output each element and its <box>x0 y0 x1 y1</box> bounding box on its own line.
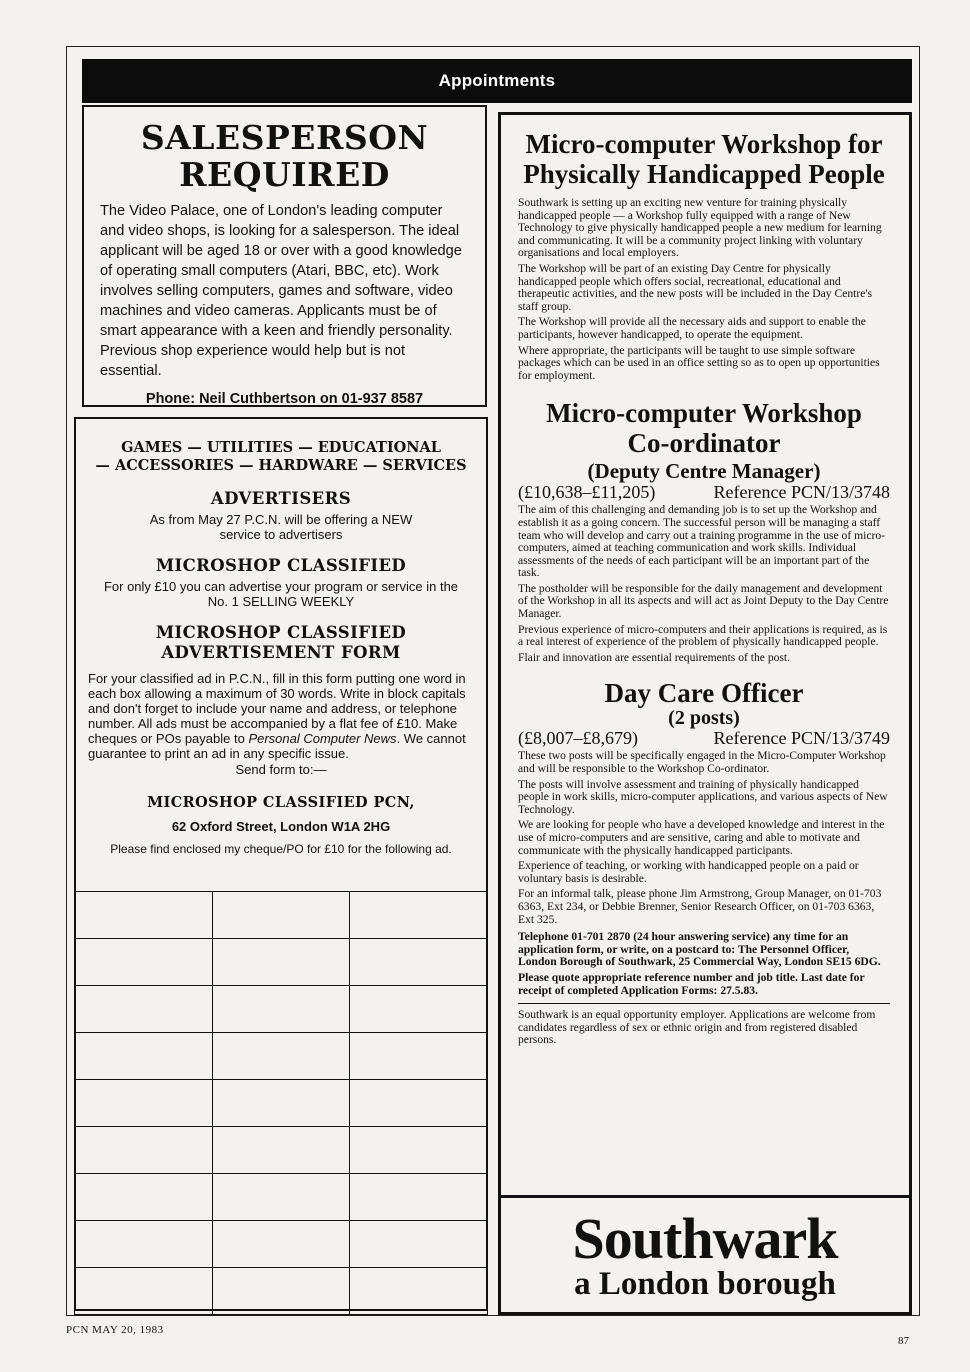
word-box[interactable] <box>75 1268 213 1315</box>
word-grid <box>74 891 488 1315</box>
workshop-title: Micro-computer Workshop for Physically Handicapped People <box>523 129 885 189</box>
microshop-text: For only £10 you can advertise your program or service in the No. 1 SELLING WEEKLY <box>103 579 459 609</box>
grid-row <box>75 986 488 1033</box>
word-box[interactable] <box>350 1033 488 1080</box>
word-box[interactable] <box>212 1221 350 1268</box>
divider <box>518 1003 890 1004</box>
section-header <box>82 59 912 103</box>
advertisers-text: As from May 27 P.C.N. will be offering a NEW service to advertisers <box>149 512 413 542</box>
coordinator-para-2: The postholder will be responsible for the daily management and development of the Workshop in all its aspects and will act as Joint Deputy to the Day Centre Manager. <box>518 581 889 621</box>
coordinator-subtitle: (Deputy Centre Manager) <box>587 459 821 484</box>
workshop-para-3: The Workshop will provide all the necessary aids and support to enable the participants, however handicapped, to operate the equipment. <box>518 315 866 341</box>
page-number: 87 <box>898 1335 909 1347</box>
day-care-para-1: These two posts will be specifically engaged in the Micro-Computer Workshop and will be responsible to the Workshop Co-ordinator. <box>518 749 886 776</box>
day-care-body <box>518 750 890 1046</box>
word-box[interactable] <box>212 986 350 1033</box>
salesperson-title-line2: REQUIRED <box>179 155 390 194</box>
grid-row <box>75 1033 488 1080</box>
categories-line2: — ACCESSORIES — HARDWARE — SERVICES <box>95 457 467 474</box>
day-care-subtitle: (2 posts) <box>668 707 740 730</box>
word-box[interactable] <box>350 986 488 1033</box>
coordinator-para-4: Flair and innovation are essential requirements of the post. <box>518 650 791 664</box>
coordinator-salary: (£10,638–£11,205) <box>518 482 656 503</box>
form-instructions <box>88 671 474 761</box>
advertisers-heading: ADVERTISERS <box>210 489 352 508</box>
classified-categories <box>88 439 474 475</box>
address: 62 Oxford Street, London W1A 2HG <box>171 819 391 834</box>
word-box[interactable] <box>350 1221 488 1268</box>
closing-date: Please quote appropriate reference number and job title. Last date for receipt of completed Application Forms: 27.5.83. <box>518 970 865 997</box>
application-instructions: Telephone 01-701 2870 (24 hour answering service) any time for an application form, or write, on a postcard to: The Personnel Officer, London Borough of Southwark, 25 Commercial Way, London SE15 6DG. <box>518 930 881 969</box>
footer-issue: PCN MAY 20, 1983 <box>66 1324 164 1336</box>
grid-row <box>75 1080 488 1127</box>
word-box[interactable] <box>75 1033 213 1080</box>
word-box[interactable] <box>75 1127 213 1174</box>
form-instructions-part1: For your classified ad in P.C.N., fill in this form putting one word in each box allowing a maximum of 30 words. Write in block capitals and don't forget to include your name and address, or telephone number. All ads must be accompanied by a flat fee of £10. Make cheques or POs payable to <box>88 671 466 746</box>
word-box[interactable] <box>212 1268 350 1315</box>
workshop-para-4: Where appropriate, the participants will be taught to use simple software packages which can be used in an office setting so as to open up opportunities for employment. <box>518 343 880 382</box>
grid-row <box>75 1268 488 1315</box>
word-box[interactable] <box>75 1080 213 1127</box>
word-box[interactable] <box>212 1033 350 1080</box>
word-box[interactable] <box>75 892 213 939</box>
grid-row <box>75 1127 488 1174</box>
salesperson-ad <box>82 105 487 407</box>
grid-row <box>75 1221 488 1268</box>
word-box[interactable] <box>75 986 213 1033</box>
word-box[interactable] <box>350 1268 488 1315</box>
word-box[interactable] <box>212 892 350 939</box>
word-box[interactable] <box>350 1080 488 1127</box>
coordinator-para-3: Previous experience of micro-computers and their applications is required, as is a real interest of experience of the problem of physically handicapped people. <box>518 622 888 649</box>
workshop-para-1: Southwark is setting up an exciting new venture for training physically handicapped people — a Workshop fully equipped with a range of New Technology to give physically handicapped people a new medium for learning and communicating. It will be a community project linking with voluntary organisations and local employers. <box>518 196 882 260</box>
workshop-para-2: The Workshop will be part of an existing Day Centre for physically handicapped people which offers social, recreational, educational and therapeutic activities, and the new posts will be included in the Day Centre's staff group. <box>518 261 872 313</box>
coordinator-salary-row <box>518 482 890 502</box>
word-box[interactable] <box>350 1174 488 1221</box>
day-care-para-5: For an informal talk, please phone Jim Armstrong, Group Manager, on 01-703 6363, Ext 234, or Debbie Brenner, Senior Research Officer, on 01-703 6363, Ext 325. <box>518 887 882 926</box>
coordinator-title <box>518 398 890 458</box>
coordinator-reference: Reference PCN/13/3748 <box>713 482 890 503</box>
section-title: Appointments <box>438 71 556 90</box>
word-box[interactable] <box>350 1127 488 1174</box>
form-heading-line2: ADVERTISEMENT FORM <box>161 643 401 662</box>
grid-row <box>75 939 488 986</box>
coordinator-title-line2: Co-ordinator <box>627 428 781 459</box>
form-instructions-part2: . We cannot guarantee to print an ad in any specific issue. <box>88 731 466 761</box>
day-care-reference: Reference PCN/13/3749 <box>713 728 890 749</box>
send-to: Send form to:— <box>235 762 327 777</box>
salesperson-phone: Phone: Neil Cuthbertson on 01-937 8587 <box>145 391 424 407</box>
microshop-heading: MICROSHOP CLASSIFIED <box>155 556 407 575</box>
salesperson-title <box>100 119 469 193</box>
word-box[interactable] <box>75 1174 213 1221</box>
southwark-logo <box>501 1195 909 1312</box>
equal-opportunity-note: Southwark is an equal opportunity employer. Applications are welcome from candidates regardless of sex or ethnic origin and from registered disabled persons. <box>518 1008 876 1047</box>
salesperson-body: The Video Palace, one of London's leading computer and video shops, is looking for a salesperson. The ideal applicant will be aged 18 or over with a good knowledge of operating small computers (Atari, BBC, etc). Work involves selling computers, games and software, video machines and video cameras. Applicants must be of smart appearance with a keen and friendly personality. Previous shop experience would help but is not essential. <box>100 203 462 379</box>
coordinator-body <box>518 504 890 664</box>
word-box[interactable] <box>75 1221 213 1268</box>
grid-row <box>75 1174 488 1221</box>
workshop-body <box>518 197 890 382</box>
word-box[interactable] <box>75 939 213 986</box>
enclosed-note: Please find enclosed my cheque/PO for £10 for the following ad. <box>110 842 452 856</box>
word-box[interactable] <box>350 939 488 986</box>
grid-row <box>75 892 488 939</box>
logo-line2: a London borough <box>574 1266 836 1302</box>
day-care-salary-row <box>518 728 890 748</box>
coordinator-para-1: The aim of this challenging and demanding job is to set up the Workshop and establish it as a going concern. The successful person will be managing a staff team who will develop and carry out a training programme in the use of micro-computers, aimed at teaching communication and work skills. Individual assessments of the needs of each participant will be an important part of the task. <box>518 503 886 580</box>
day-care-title: Day Care Officer <box>604 678 804 709</box>
word-box[interactable] <box>212 1127 350 1174</box>
address-heading: MICROSHOP CLASSIFIED PCN, <box>147 794 415 811</box>
form-instructions-magazine: Personal Computer News <box>248 731 397 746</box>
categories-line1: GAMES — UTILITIES — EDUCATIONAL <box>121 439 441 456</box>
logo-line1: Southwark <box>572 1206 838 1271</box>
word-box[interactable] <box>212 1174 350 1221</box>
word-box[interactable] <box>212 1080 350 1127</box>
day-care-salary: (£8,007–£8,679) <box>518 728 638 749</box>
southwark-ad <box>498 112 912 1315</box>
word-box[interactable] <box>350 892 488 939</box>
form-heading-line1: MICROSHOP CLASSIFIED <box>155 623 407 642</box>
coordinator-title-line1: Micro-computer Workshop <box>546 398 862 429</box>
salesperson-title-line1: SALESPERSON <box>140 118 429 157</box>
form-heading <box>88 623 474 663</box>
day-care-para-4: Experience of teaching, or working with handicapped people on a paid or voluntary basis is desirable. <box>518 859 859 885</box>
day-care-para-2: The posts will involve assessment and training of physically handicapped people in work skills, micro-computer applications, and various aspects of New Technology. <box>518 777 888 816</box>
day-care-para-3: We are looking for people who have a developed knowledge and interest in the use of micro-computers and are sensitive, caring and able to motivate and communicate with the physically handicapped participants. <box>518 818 885 857</box>
word-box[interactable] <box>212 939 350 986</box>
